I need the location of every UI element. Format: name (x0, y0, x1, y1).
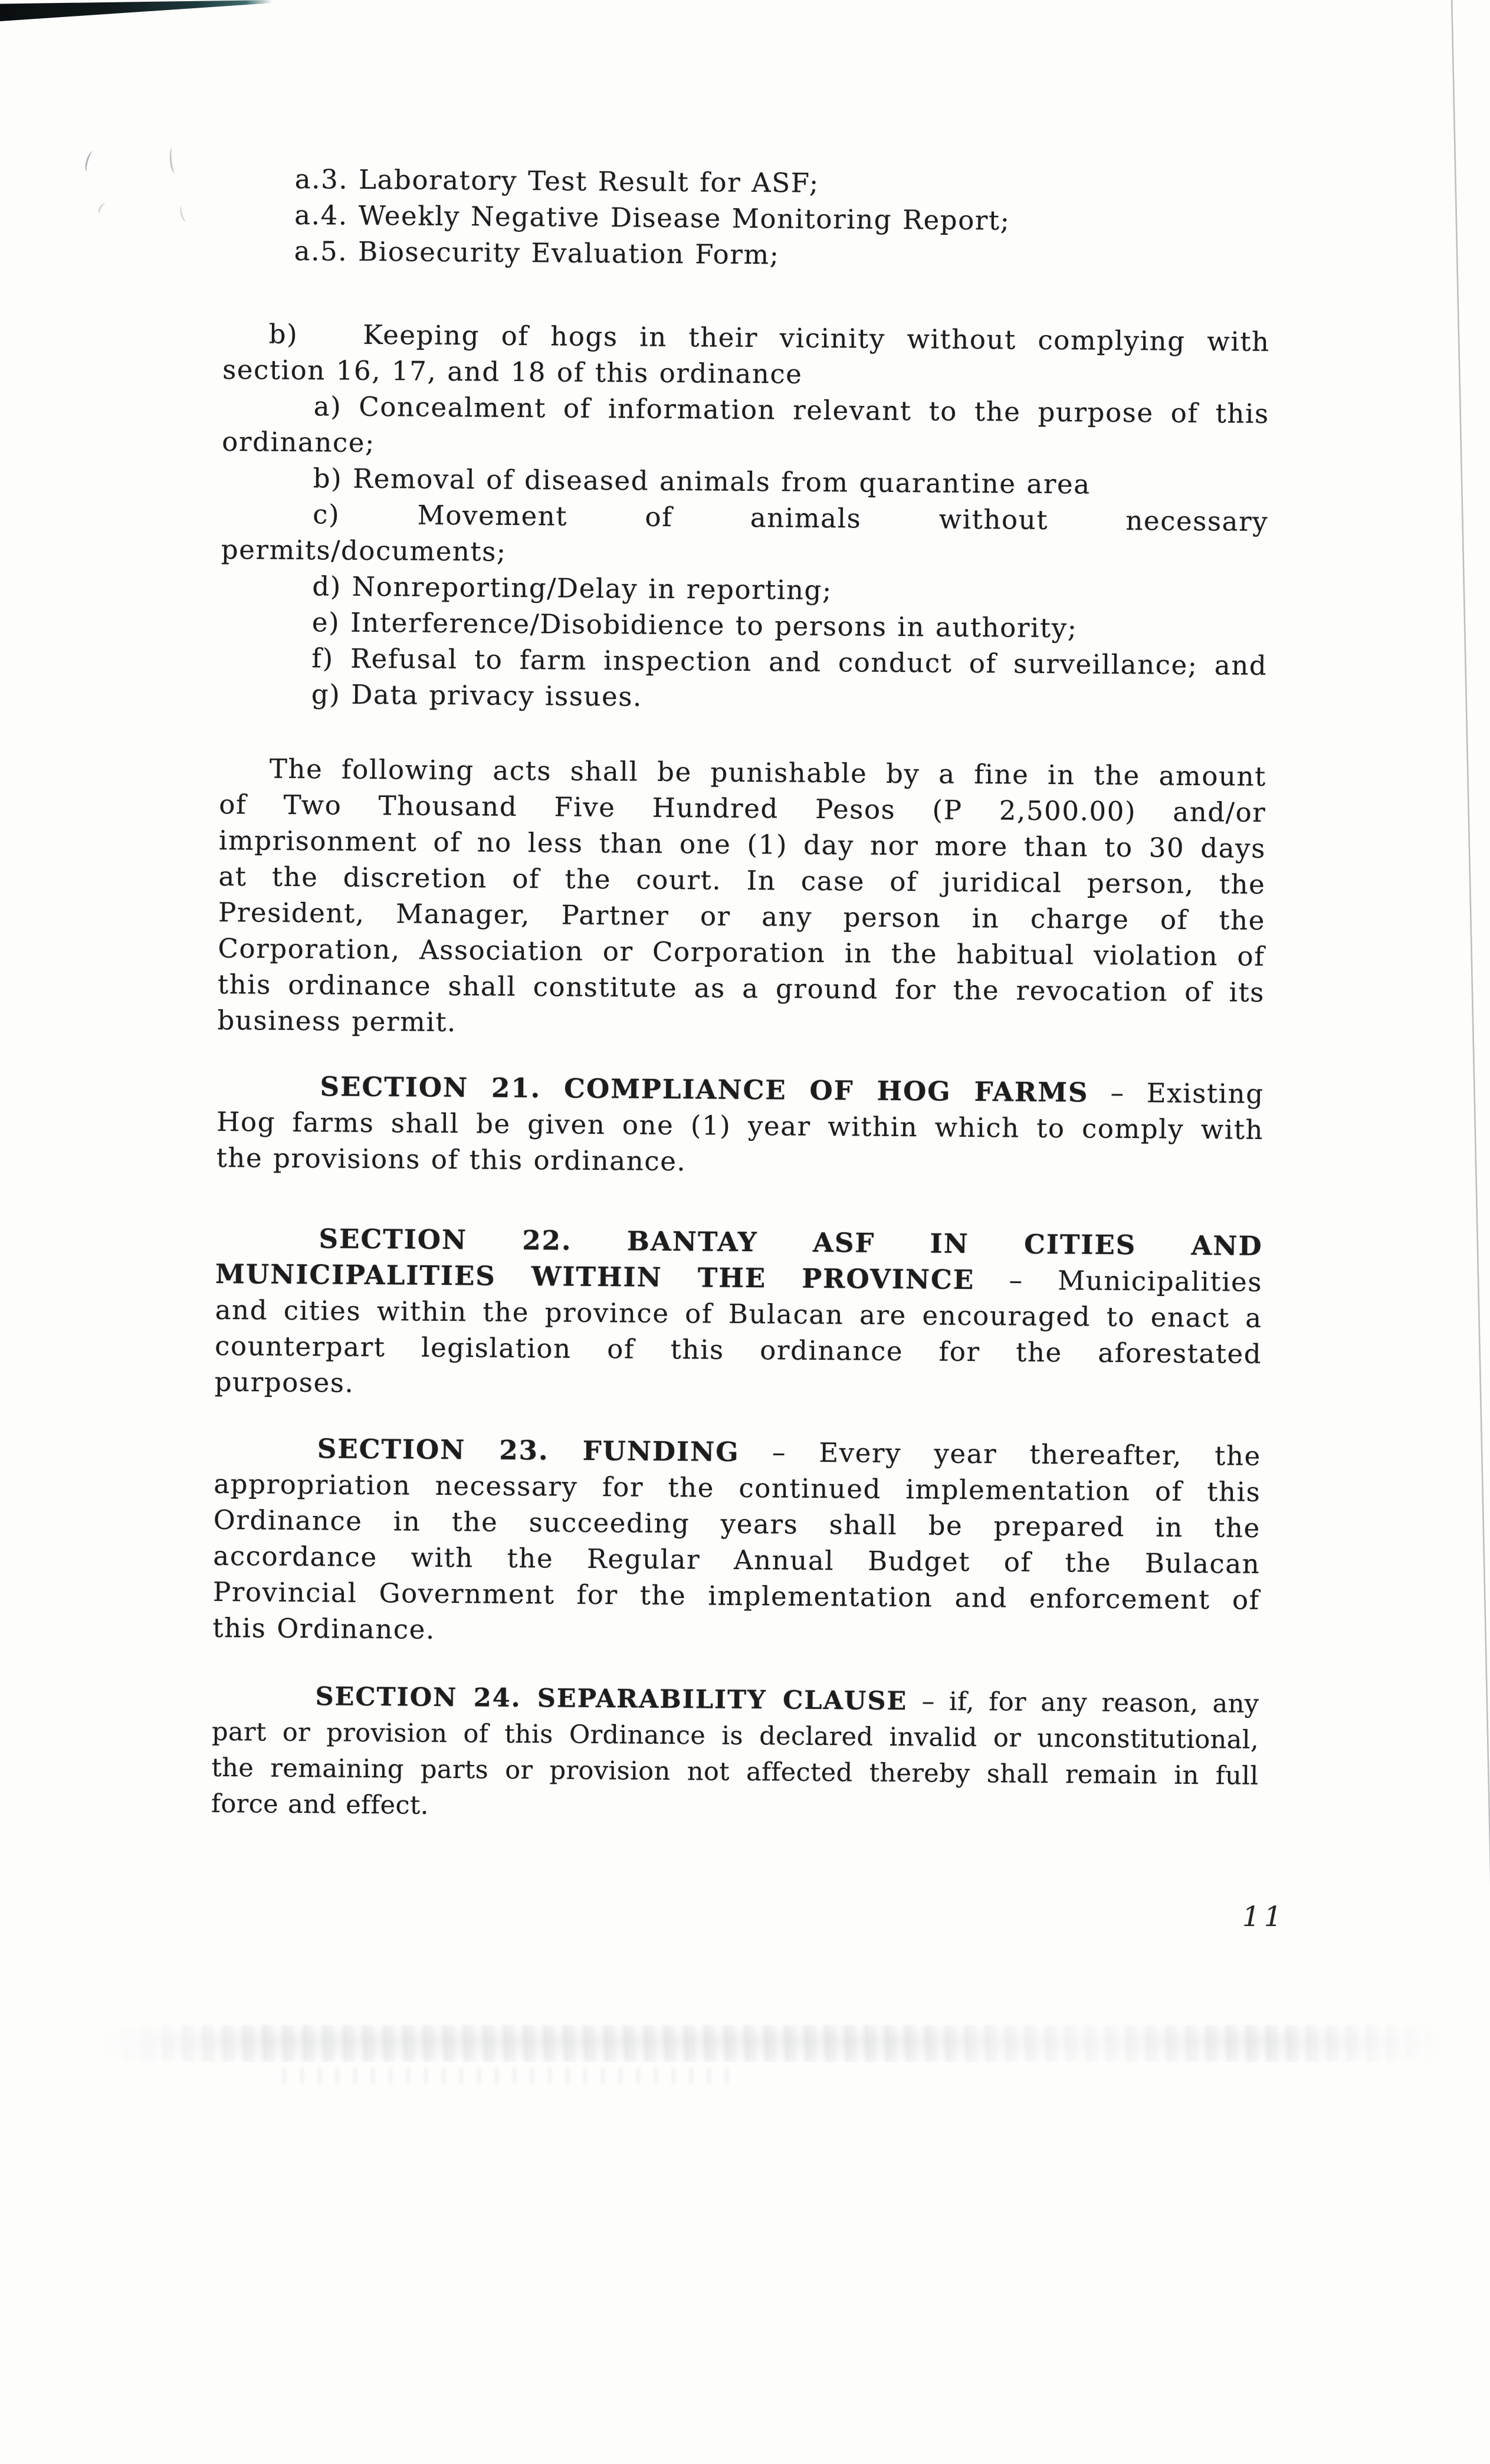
line-text: business permit. (217, 1004, 457, 1038)
text-line (224, 232, 1271, 277)
line-text: c) Movement of animals without necessary (313, 498, 1269, 537)
line-text: counterpart legislation of this ordinance for the aforestated (215, 1330, 1262, 1370)
pencil-mark (97, 202, 109, 216)
line-text: ordinance; (222, 425, 376, 459)
line-text: – Existing (1088, 1077, 1264, 1110)
line-text: permits/documents; (221, 533, 507, 567)
line-text: – Municipalities (974, 1264, 1263, 1298)
line-text: Corporation, Association or Corporation in the habitual violation of (218, 932, 1265, 972)
scanner-top-edge-mark (0, 0, 273, 21)
line-text: force and effect. (211, 1789, 429, 1820)
pencil-mark (168, 147, 179, 173)
document-text (211, 160, 1271, 1830)
section-heading-bold: MUNICIPALITIES WITHIN THE PROVINCE (215, 1258, 975, 1296)
line-text: of Two Thousand Five Hundred Pesos (P 2,500.00) and/or (219, 788, 1266, 828)
line-text: b) Keeping of hogs in their vicinity without complying with (268, 318, 1270, 357)
line-text: appropriation necessary for the continued implementation of this (214, 1468, 1261, 1508)
line-text: accordance with the Regular Annual Budget of the Bulacan (213, 1540, 1261, 1580)
section-heading-bold: SECTION 24. SEPARABILITY CLAUSE (315, 1682, 908, 1717)
line-text: the provisions of this ordinance. (216, 1141, 687, 1177)
line-text: part or provision of this Ordinance is declared invalid or unconstitutional, (211, 1717, 1259, 1755)
line-text: the remaining parts or provision not affected thereby shall remain in full (211, 1753, 1259, 1791)
line-text: e) Interference/Disobidience to persons in authority; (311, 606, 1078, 644)
line-text: section 16, 17, and 18 of this ordinance (222, 353, 803, 390)
line-text: President, Manager, Partner or any person in charge of the (218, 896, 1266, 936)
line-text: g) Data privacy issues. (311, 678, 643, 713)
line-text: at the discretion of the court. In case of juridical person, the (218, 860, 1266, 900)
line-text: Provincial Government for the implementation and enforcement of (212, 1576, 1261, 1616)
line-text: – Every year thereafter, the (739, 1436, 1262, 1472)
section-heading-bold: SECTION 22. BANTAY ASF IN CITIES AND (319, 1223, 1263, 1262)
line-text: a) Concealment of information relevant to the purpose of this (313, 391, 1269, 429)
line-text: d) Nonreporting/Delay in reporting; (312, 570, 832, 606)
line-text: this ordinance shall constitute as a ground for the revocation of its (217, 968, 1265, 1008)
line-text: a.5. Biosecurity Evaluation Form; (294, 235, 780, 271)
pencil-mark (84, 150, 96, 173)
line-text: and cities within the province of Bulacan are encouraged to enact a (215, 1294, 1262, 1334)
line-text: b) Removal of diseased animals from quarantine area (313, 462, 1091, 500)
section-heading-bold: SECTION 21. COMPLIANCE OF HOG FARMS (320, 1071, 1089, 1108)
section-heading-bold: SECTION 23. FUNDING (317, 1433, 740, 1468)
line-text: a.4. Weekly Negative Disease Monitoring Report; (294, 199, 1010, 237)
line-text: purposes. (214, 1366, 355, 1399)
line-text: f) Refusal to farm inspection and conduct of surveillance; and (311, 642, 1268, 681)
page-number: 11 (1242, 1901, 1286, 1933)
line-text: a.3. Laboratory Test Result for ASF; (294, 163, 819, 199)
line-text: Hog farms shall be given one (1) year within which to comply with (216, 1105, 1264, 1146)
ink-bleedthrough-smudge (277, 2068, 737, 2084)
pencil-mark (178, 205, 191, 223)
line-text: this Ordinance. (212, 1612, 436, 1645)
ink-bleedthrough-smudge (100, 2025, 1451, 2062)
line-text: The following acts shall be punishable by a fine in the amount (269, 753, 1267, 792)
line-text: – if, for any reason, any (907, 1687, 1259, 1719)
line-text: Ordinance in the succeeding years shall be prepared in the (213, 1504, 1261, 1544)
line-text: imprisonment of no less than one (1) day nor more than to 30 days (218, 824, 1266, 864)
